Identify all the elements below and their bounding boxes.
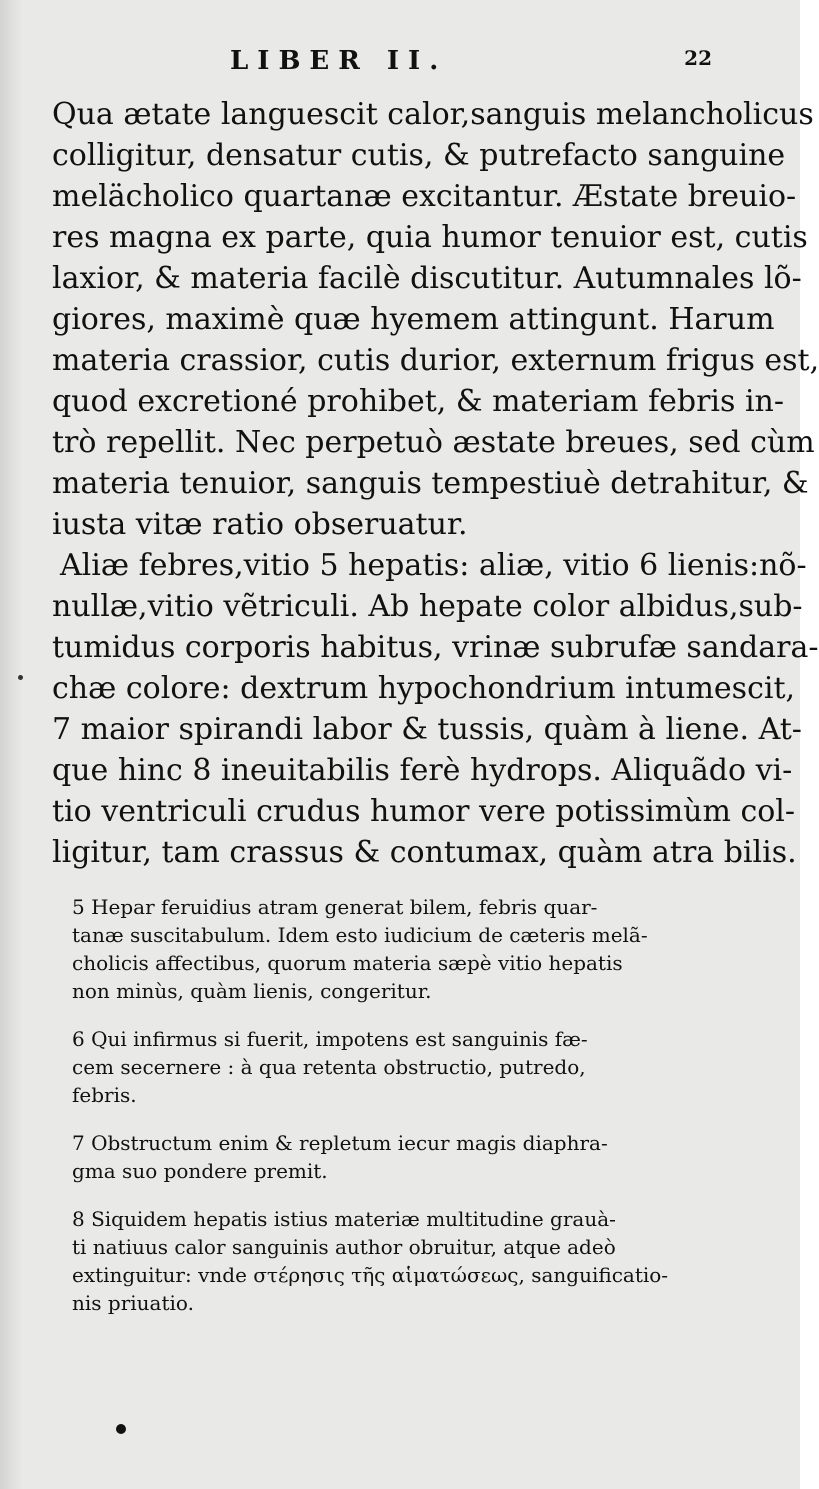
note-8 (72, 1205, 762, 1317)
running-head (0, 46, 800, 86)
page-gutter-shadow (0, 0, 22, 1489)
note-line: cem secernere : à qua retenta obstructio, putredo, (72, 1055, 586, 1079)
text-line: 7 maior spirandi labor & tussis, quàm à liene. At- (52, 712, 802, 747)
page-number: 22 (684, 46, 712, 70)
text-line: Qua ætate languescit calor,sanguis melancholicus (52, 97, 814, 132)
note-line: 8 Siquidem hepatis istius materiæ multitudine grauà- (72, 1207, 616, 1231)
note-line: 6 Qui infirmus si fuerit, impotens est sanguinis fæ- (72, 1027, 588, 1051)
running-title: LIBER II. (230, 46, 448, 76)
text-line: tumidus corporis habitus, vrinæ subrufæ sandara- (52, 630, 819, 665)
note-line: cholicis affectibus, quorum materia sæpè vitio hepatis (72, 951, 623, 975)
note-line: non minùs, quàm lienis, congeritur. (72, 979, 432, 1003)
text-line: materia tenuior, sanguis tempestiuè detrahitur, & (52, 466, 809, 501)
note-line: ti natiuus calor sanguinis author obruitur, atque adeò (72, 1235, 616, 1259)
text-line: que hinc 8 ineuitabilis ferè hydrops. Aliquãdo vi- (52, 753, 793, 788)
text-line: colligitur, densatur cutis, & putrefacto sanguine (52, 138, 786, 173)
note-line: 5 Hepar feruidius atram generat bilem, febris quar- (72, 895, 598, 919)
note-5 (72, 893, 762, 1005)
marginal-notes (72, 893, 762, 1337)
margin-ink-speck (18, 675, 23, 680)
note-line: 7 Obstructum enim & repletum iecur magis diaphra- (72, 1131, 608, 1155)
note-7 (72, 1129, 762, 1185)
text-line: iusta vitæ ratio obseruatur. (52, 507, 468, 542)
text-line: chæ colore: dextrum hypochondrium intumescit, (52, 671, 796, 706)
text-line: melächolico quartanæ excitantur. Æstate breuio- (52, 179, 797, 214)
text-line: nullæ,vitio vẽtriculi. Ab hepate color albidus,sub- (52, 589, 803, 624)
note-line: febris. (72, 1083, 137, 1107)
main-text (52, 94, 819, 873)
text-line: ligitur, tam crassus & contumax, quàm atra bilis. (52, 835, 797, 870)
note-line: tanæ suscitabulum. Idem esto iudicium de cæteris melã- (72, 923, 648, 947)
text-line: quod excretioné prohibet, & materiam febris in- (52, 384, 784, 419)
note-line: nis priuatio. (72, 1291, 194, 1315)
text-line: tio ventriculi crudus humor vere potissimùm col- (52, 794, 796, 829)
ink-dot (116, 1424, 126, 1434)
text-line: trò repellit. Nec perpetuò æstate breues, sed cùm (52, 425, 815, 460)
note-line: gma suo pondere premit. (72, 1159, 328, 1183)
text-line: Aliæ febres,vitio 5 hepatis: aliæ, vitio 6 lienis:nõ- (60, 548, 807, 583)
note-6 (72, 1025, 762, 1109)
text-line: materia crassior, cutis durior, externum frigus est, (52, 343, 819, 378)
text-line: giores, maximè quæ hyemem attingunt. Harum (52, 302, 775, 337)
text-line: res magna ex parte, quia humor tenuior est, cutis (52, 220, 808, 255)
text-line: laxior, & materia facilè discutitur. Autumnales lõ- (52, 261, 802, 296)
note-line: extinguitur: vnde στέρησις τῆς αἱματώσεως, sanguificatio- (72, 1263, 669, 1287)
